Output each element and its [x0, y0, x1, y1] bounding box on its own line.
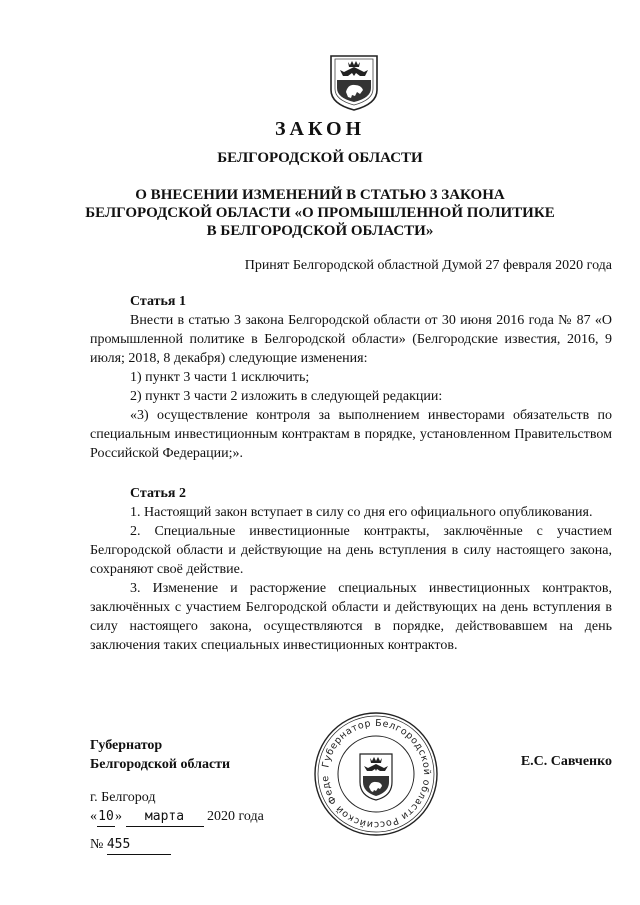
paragraph: 2) пункт 3 части 2 изложить в следующей редакции: — [130, 389, 443, 404]
subject-line: БЕЛГОРОДСКОЙ ОБЛАСТИ «О ПРОМЫШЛЕННОЙ ПОЛИТИКЕ — [85, 205, 555, 221]
signing-date: «10» марта 2020 года — [90, 807, 264, 827]
region-title: БЕЛГОРОДСКОЙ ОБЛАСТИ — [217, 150, 423, 166]
paragraph: 1. Настоящий закон вступает в силу со дня его официального опубликования. — [130, 505, 593, 520]
official-seal-icon — [312, 710, 440, 838]
coat-of-arms — [328, 54, 380, 112]
article-1-heading: Статья 1 — [130, 294, 186, 309]
law-number-value: 455 — [107, 835, 171, 855]
seal-text: Губернатор Белгородской области Российской Феде — [319, 717, 433, 831]
article-1-body — [90, 311, 612, 463]
place-date-block — [90, 788, 264, 855]
signatory-position: Губернатор Белгородской области — [90, 738, 231, 772]
paragraph: «3) осуществление контроля за выполнением инвесторами обязательств по специальным инвестиционным контрактам в порядке, установленном Правительством Российской Федерации;». — [90, 408, 612, 461]
date-month: марта — [126, 807, 204, 827]
law-subject-title — [0, 186, 640, 240]
city: г. Белгород — [90, 790, 156, 805]
subject-line: В БЕЛГОРОДСКОЙ ОБЛАСТИ» — [206, 223, 434, 239]
document-type-title: ЗАКОН — [274, 118, 366, 140]
subject-line: О ВНЕСЕНИИ ИЗМЕНЕНИЙ В СТАТЬЮ 3 ЗАКОНА — [135, 187, 505, 203]
official-seal — [312, 710, 440, 838]
adoption-note: Принят Белгородской областной Думой 27 февраля 2020 года — [244, 258, 612, 273]
paragraph: 1) пункт 3 части 1 исключить; — [130, 370, 310, 385]
date-year: 2020 года — [207, 809, 264, 824]
belgorod-coat-of-arms-icon — [328, 54, 380, 112]
date-day: 10 — [97, 807, 115, 827]
paragraph: 3. Изменение и расторжение специальных инвестиционных контрактов, заключённых с участием Белгородской области и действующих на день вступления в силу настоящего закона, осуществляются в порядке, действовавшем на день заключения таких специальных инвестиционных контрактов. — [90, 581, 612, 653]
signatory-name: Е.С. Савченко — [520, 754, 612, 769]
article-2-body — [90, 503, 612, 655]
law-number: № 455 — [90, 835, 264, 855]
paragraph: 2. Специальные инвестиционные контракты, заключённые с участием Белгородской области и действующие на день вступления в силу настоящего закона, сохраняют своё действие. — [90, 524, 612, 577]
article-2-heading: Статья 2 — [130, 486, 186, 501]
paragraph: Внести в статью 3 закона Белгородской области от 30 июня 2016 года № 87 «О промышленной политике в Белгородской области» (Белгородские известия, 2016, 9 июля; 2018, 8 декабря) следующие изменения: — [90, 313, 612, 366]
